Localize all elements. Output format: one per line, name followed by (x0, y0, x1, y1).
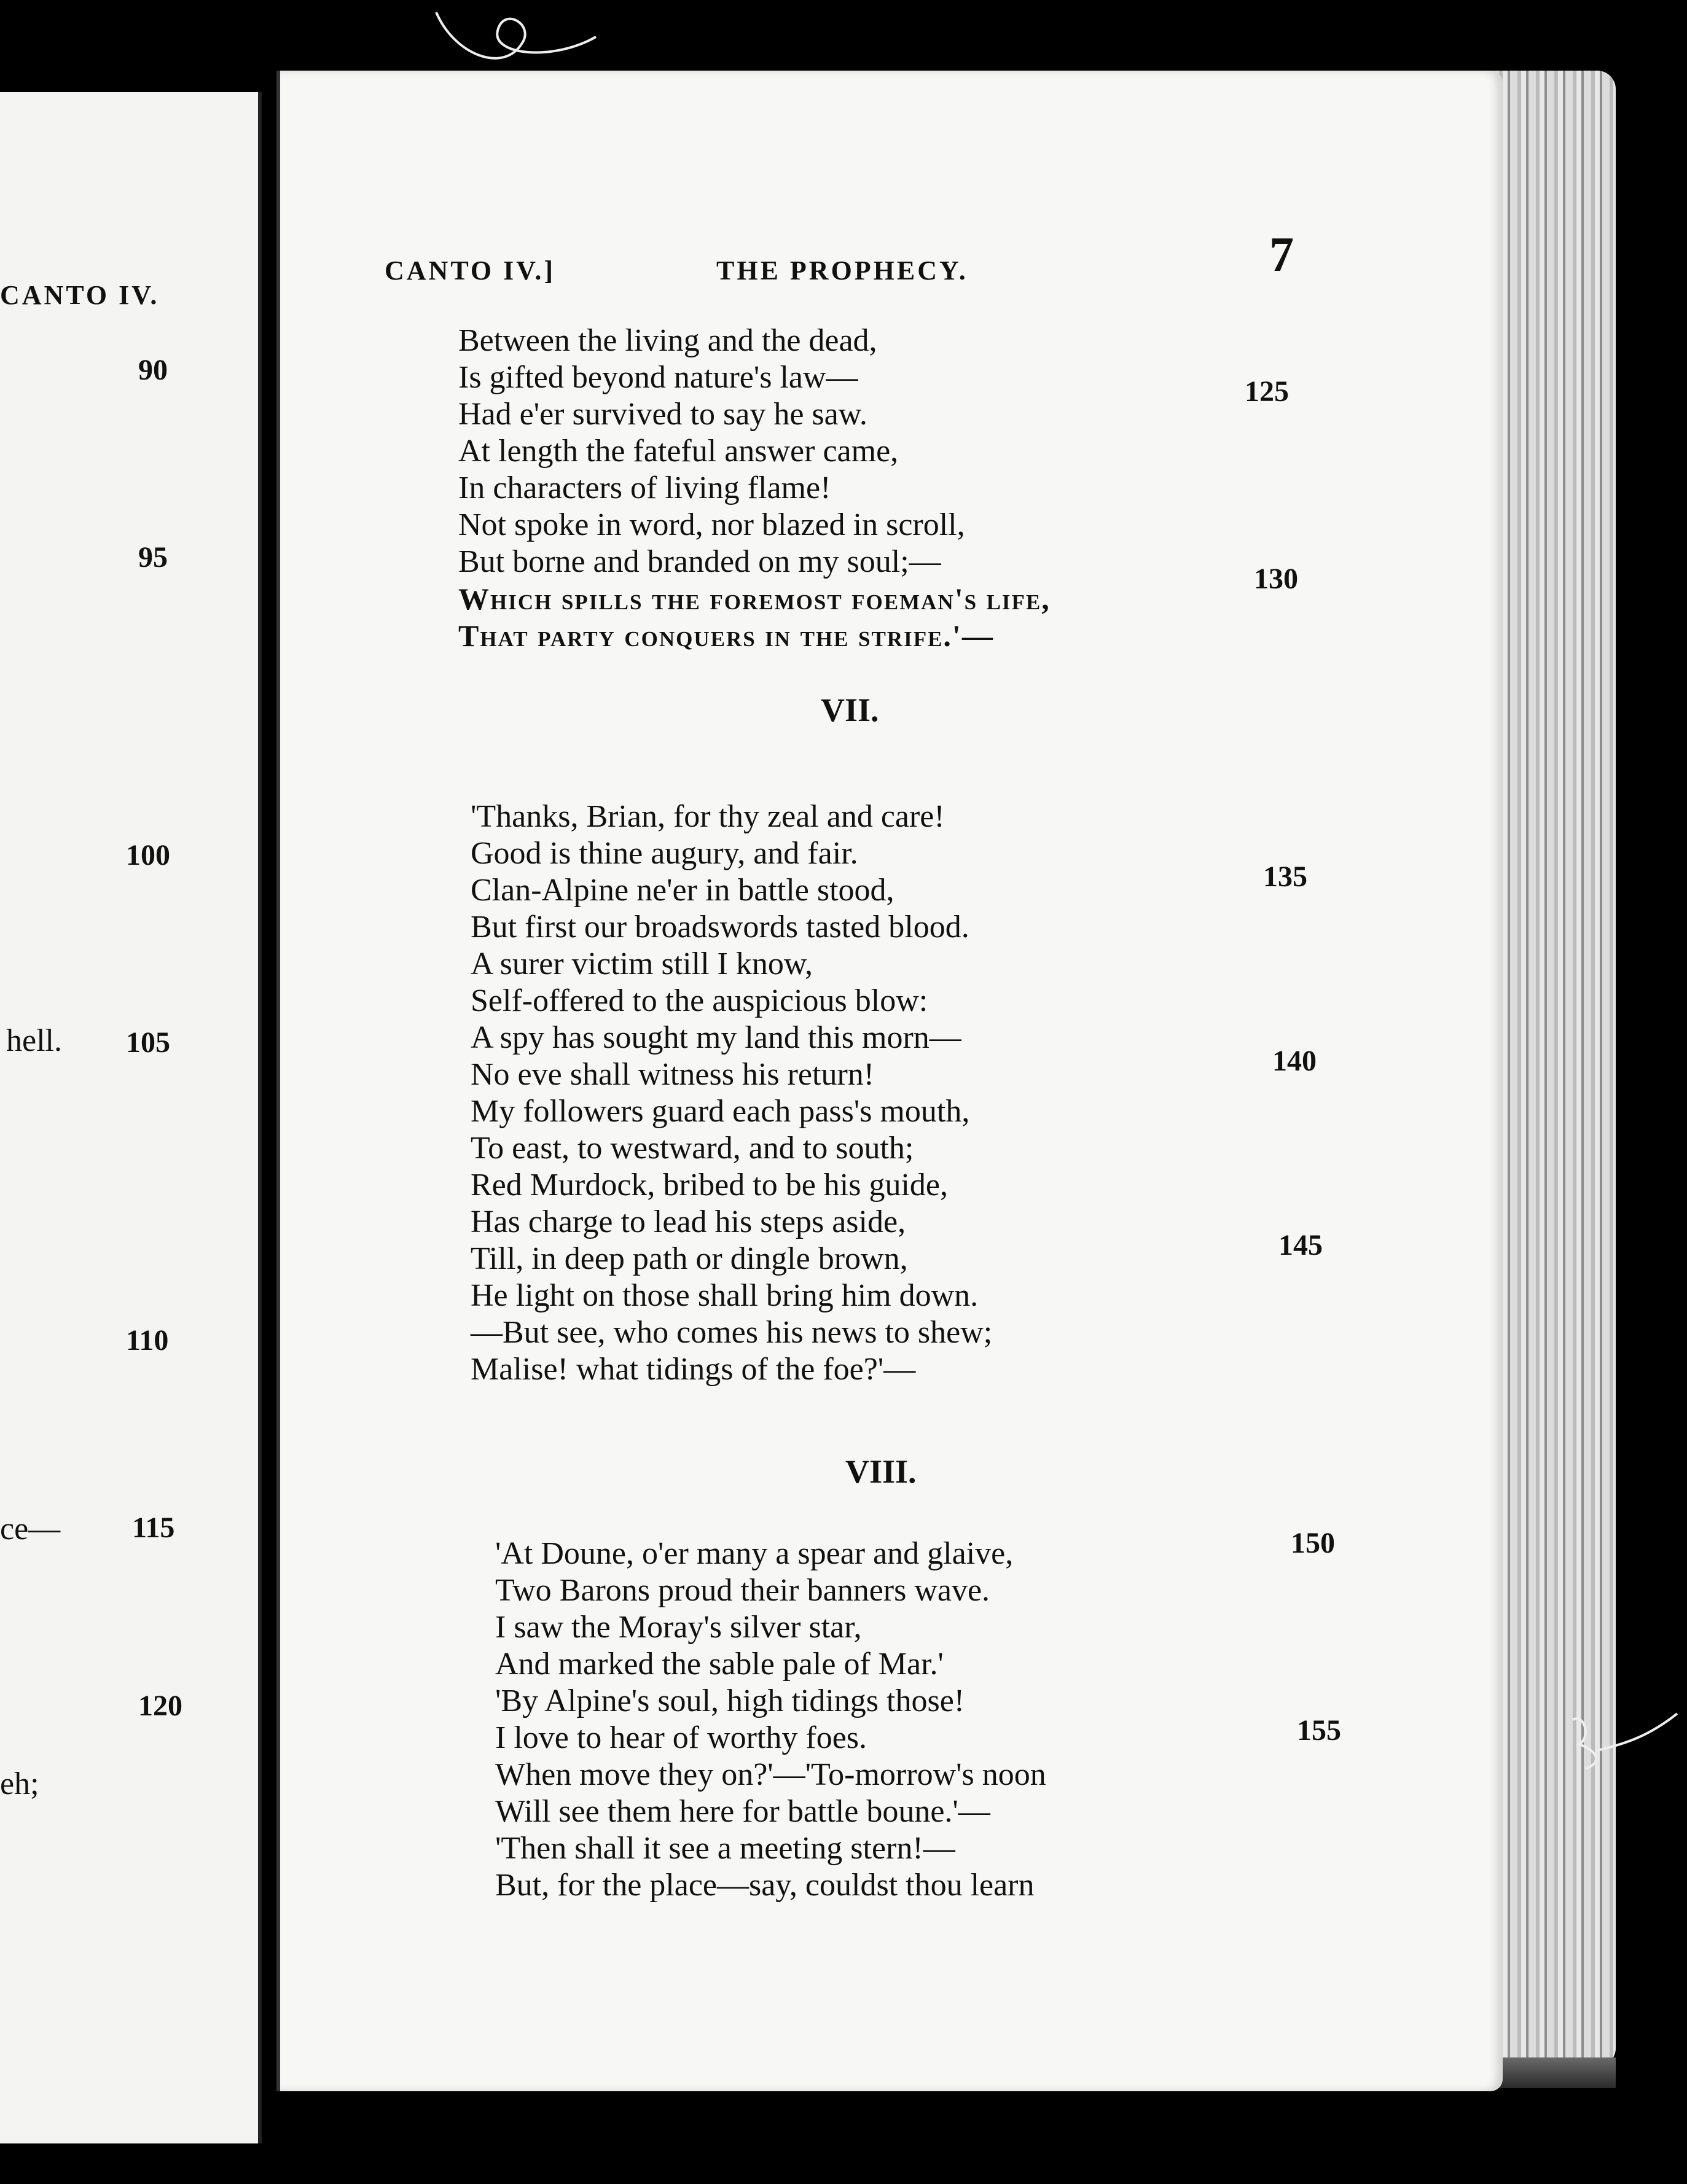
line-number: 90 (138, 354, 168, 386)
verse-line: My followers guard each pass's mouth, (471, 1094, 970, 1129)
stanza (495, 1535, 1046, 1904)
stanza-continuation (458, 322, 1051, 654)
verse-line: And marked the sable pale of Mar.' (495, 1647, 944, 1682)
section-number: VIII. (845, 1453, 917, 1490)
verse-line: Has charge to lead his steps aside, (471, 1204, 906, 1239)
verse-line: I saw the Moray's silver star, (495, 1610, 862, 1645)
line-number: 120 (138, 1690, 182, 1722)
verse-line: 'By Alpine's soul, high tidings those! (495, 1683, 965, 1718)
verse-line: When move they on?'—'To-morrow's noon (495, 1757, 1046, 1792)
verse-line: Good is thine augury, and fair. (471, 836, 858, 871)
verse-line: He light on those shall bring him down. (471, 1278, 979, 1313)
line-number: 135 (1263, 860, 1307, 893)
running-header-title: THE PROPHECY. (716, 255, 968, 286)
verse-line: Between the living and the dead, (458, 323, 877, 358)
verse-line: Clan-Alpine ne'er in battle stood, (471, 873, 894, 908)
verse-line: Not spoke in word, nor blazed in scroll, (458, 507, 965, 542)
line-number: 115 (132, 1511, 175, 1544)
verse-line: Self-offered to the auspicious blow: (471, 983, 928, 1018)
line-number: 110 (126, 1324, 169, 1357)
line-number: 155 (1297, 1714, 1341, 1747)
verse-line: To east, to westward, and to south; (471, 1131, 914, 1166)
verse-line: Malise! what tidings of the foe?'— (471, 1352, 916, 1387)
running-header-canto: CANTO IV.] (385, 255, 555, 286)
line-fragment: hell. (6, 1023, 62, 1058)
verse-line: A surer victim still I know, (471, 946, 813, 981)
verse-line: Which spills the foremost foeman's life, (458, 582, 1051, 616)
verse-line: Till, in deep path or dingle brown, (471, 1241, 908, 1276)
line-fragment: eh; (0, 1766, 39, 1801)
verse-line: But first our broadswords tasted blood. (471, 910, 969, 945)
page-number: 7 (1269, 228, 1294, 282)
verse-line: Two Barons proud their banners wave. (495, 1573, 990, 1608)
verse-line: At length the fateful answer came, (458, 434, 899, 469)
verse-line: Had e'er survived to say he saw. (458, 397, 867, 432)
verse-line: Will see them here for battle boune.'— (495, 1794, 990, 1829)
left-page-header: CANTO IV. (0, 280, 160, 310)
verse-line: But borne and branded on my soul;— (458, 544, 941, 579)
verse-line: A spy has sought my land this morn— (471, 1020, 961, 1055)
verse-line: In characters of living flame! (458, 470, 831, 505)
current-page (276, 71, 1503, 2091)
line-number: 105 (126, 1026, 170, 1059)
verse-line: 'At Doune, o'er many a spear and glaive, (495, 1536, 1014, 1571)
previous-page (0, 92, 262, 2143)
pencil-scribble (430, 0, 602, 68)
line-number: 150 (1291, 1527, 1335, 1559)
stanza (471, 798, 992, 1388)
line-number: 95 (138, 541, 168, 574)
line-number: 140 (1272, 1045, 1317, 1077)
verse-line: I love to hear of worthy foes. (495, 1720, 867, 1755)
verse-line: No eve shall witness his return! (471, 1057, 875, 1092)
line-fragment: ce— (0, 1511, 61, 1546)
line-number: 100 (126, 839, 170, 872)
section-number: VII. (821, 692, 879, 728)
line-number: 125 (1245, 375, 1289, 408)
line-number: 130 (1254, 563, 1298, 595)
verse-line: Red Murdock, bribed to be his guide, (471, 1168, 948, 1203)
verse-line: Is gifted beyond nature's law— (458, 360, 858, 395)
pencil-scribble (1560, 1701, 1683, 1775)
line-number: 145 (1278, 1229, 1323, 1262)
verse-line: 'Then shall it see a meeting stern!— (495, 1831, 955, 1866)
verse-line: But, for the place—say, couldst thou learn (495, 1868, 1035, 1903)
verse-line: That party conquers in the strife.'— (458, 618, 994, 653)
verse-line: —But see, who comes his news to shew; (471, 1315, 993, 1350)
verse-line: 'Thanks, Brian, for thy zeal and care! (471, 799, 945, 834)
